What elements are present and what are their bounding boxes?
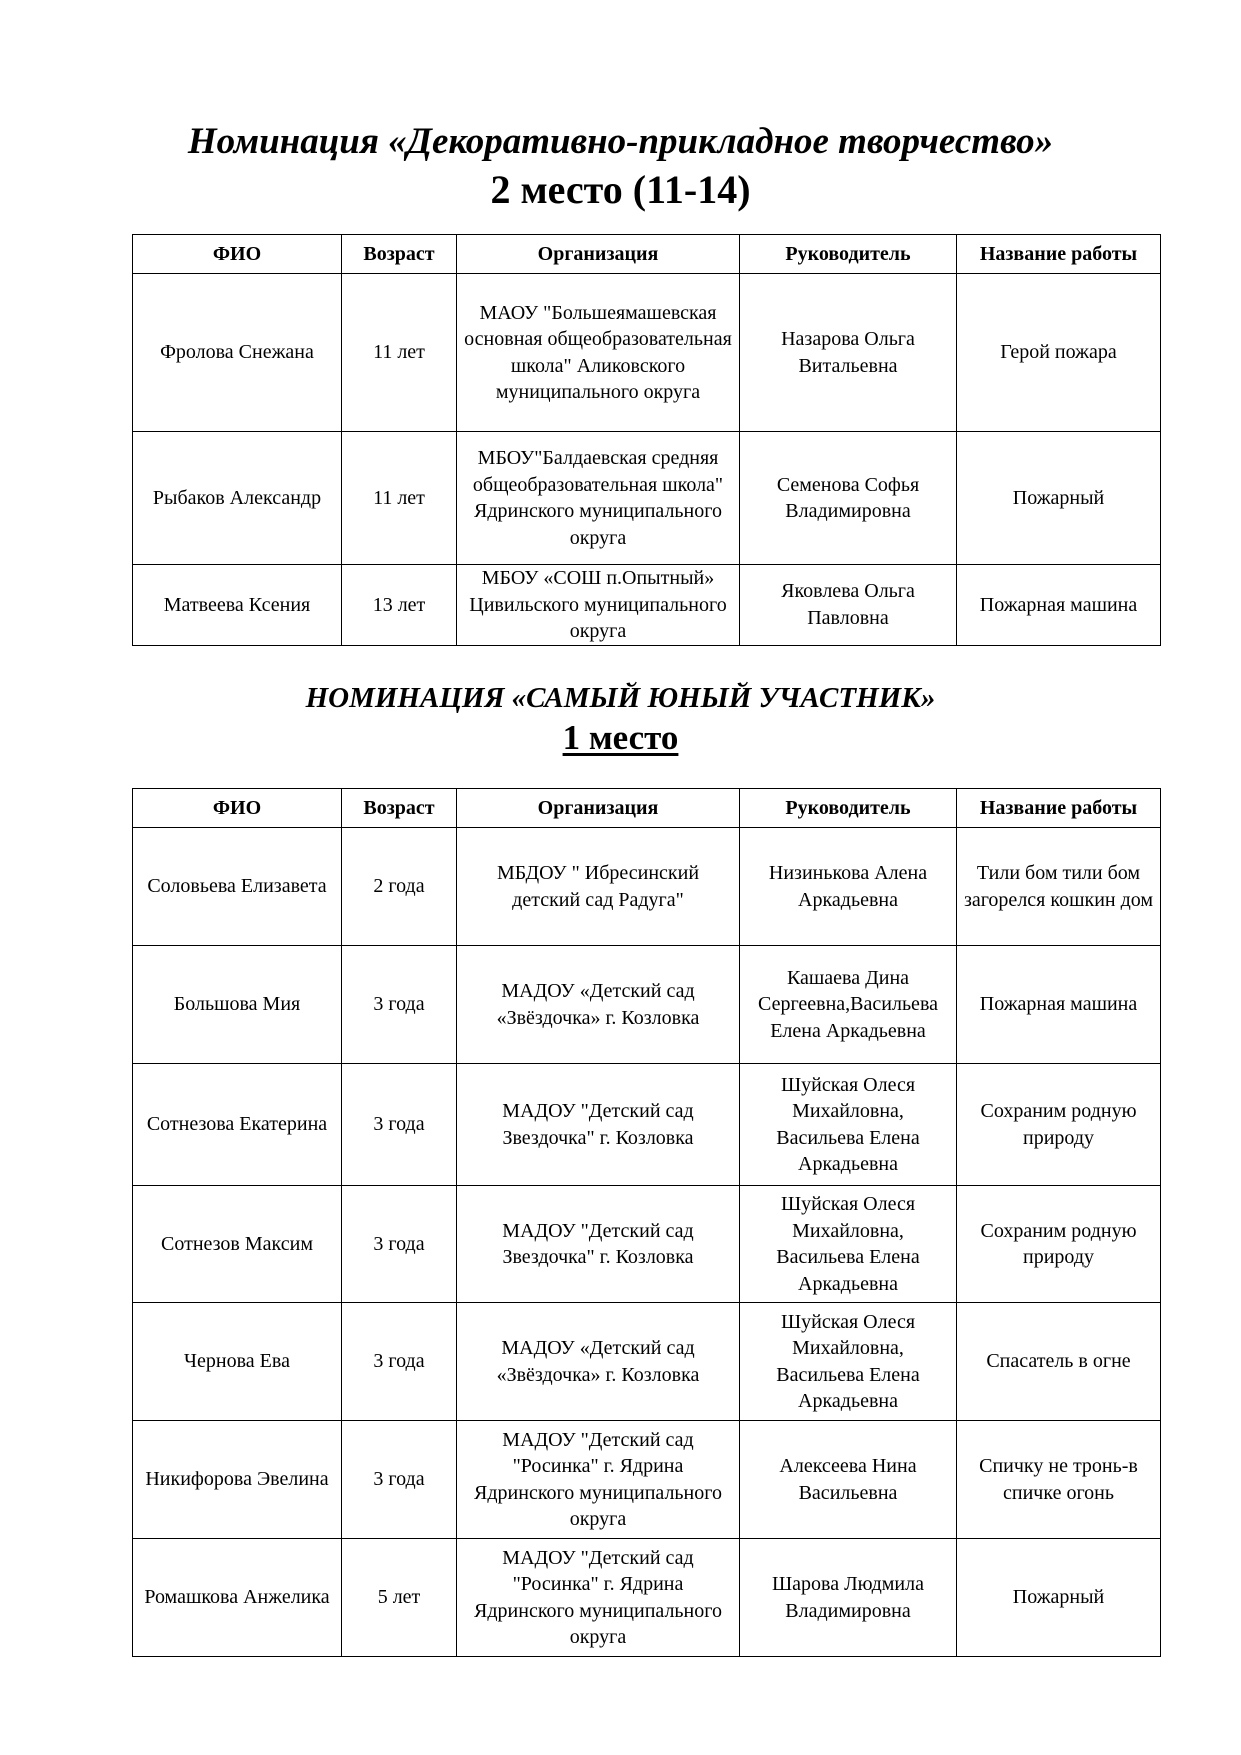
cell-supervisor: Шуйская Олеся Михайловна, Васильева Елена Аркадьевна xyxy=(740,1186,957,1303)
table-row xyxy=(133,1539,1161,1657)
cell-fio: Никифорова Эвелина xyxy=(133,1421,342,1539)
cell-work-title: Пожарный xyxy=(957,432,1161,565)
cell-work-title: Пожарный xyxy=(957,1539,1161,1657)
cell-age: 3 года xyxy=(342,1303,457,1421)
cell-organization: МАДОУ "Детский сад Звездочка" г. Козловка xyxy=(457,1064,740,1186)
cell-supervisor: Шуйская Олеся Михайловна, Васильева Елена Аркадьевна xyxy=(740,1064,957,1186)
cell-fio: Матвеева Ксения xyxy=(133,565,342,646)
cell-supervisor: Низинькова Алена Аркадьевна xyxy=(740,828,957,946)
table-row xyxy=(133,1064,1161,1186)
table-row xyxy=(133,1186,1161,1303)
section2-nomination-title: НОМИНАЦИЯ «САМЫЙ ЮНЫЙ УЧАСТНИК» xyxy=(305,682,936,714)
table-header-row xyxy=(133,789,1161,828)
cell-organization: МБОУ «СОШ п.Опытный» Цивильского муниципального округа xyxy=(457,565,740,646)
cell-supervisor: Шарова Людмила Владимировна xyxy=(740,1539,957,1657)
cell-work-title: Сохраним родную природу xyxy=(957,1186,1161,1303)
cell-age: 5 лет xyxy=(342,1539,457,1657)
table-row xyxy=(133,432,1161,565)
header-work-title: Название работы xyxy=(957,235,1161,274)
cell-organization: МАДОУ «Детский сад «Звёздочка» г. Козловка xyxy=(457,1303,740,1421)
cell-organization: МАДОУ «Детский сад «Звёздочка» г. Козловка xyxy=(457,946,740,1064)
cell-fio: Рыбаков Александр xyxy=(133,432,342,565)
cell-supervisor: Семенова Софья Владимировна xyxy=(740,432,957,565)
cell-work-title: Спасатель в огне xyxy=(957,1303,1161,1421)
cell-age: 3 года xyxy=(342,1421,457,1539)
cell-work-title: Пожарная машина xyxy=(957,946,1161,1064)
cell-age: 3 года xyxy=(342,1064,457,1186)
cell-work-title: Герой пожара xyxy=(957,274,1161,432)
header-organization: Организация xyxy=(457,789,740,828)
cell-work-title: Тили бом тили бом загорелся кошкин дом xyxy=(957,828,1161,946)
cell-fio: Соловьева Елизавета xyxy=(133,828,342,946)
cell-fio: Большова Мия xyxy=(133,946,342,1064)
cell-organization: МАДОУ "Детский сад Звездочка" г. Козловка xyxy=(457,1186,740,1303)
cell-supervisor: Шуйская Олеся Михайловна, Васильева Елена Аркадьевна xyxy=(740,1303,957,1421)
cell-work-title: Спичку не тронь-в спичке огонь xyxy=(957,1421,1161,1539)
cell-age: 11 лет xyxy=(342,432,457,565)
cell-fio: Чернова Ева xyxy=(133,1303,342,1421)
cell-work-title: Сохраним родную природу xyxy=(957,1064,1161,1186)
cell-fio: Сотнезова Екатерина xyxy=(133,1064,342,1186)
section1-place-title: 2 место (11-14) xyxy=(490,167,751,212)
cell-fio: Ромашкова Анжелика xyxy=(133,1539,342,1657)
cell-age: 11 лет xyxy=(342,274,457,432)
cell-work-title: Пожарная машина xyxy=(957,565,1161,646)
cell-supervisor: Алексеева Нина Васильевна xyxy=(740,1421,957,1539)
table-row xyxy=(133,1303,1161,1421)
table-row xyxy=(133,946,1161,1064)
cell-fio: Фролова Снежана xyxy=(133,274,342,432)
cell-age: 3 года xyxy=(342,1186,457,1303)
header-fio: ФИО xyxy=(133,789,342,828)
cell-supervisor: Яковлева Ольга Павловна xyxy=(740,565,957,646)
cell-organization: МБОУ"Балдаевская средняя общеобразовательная школа" Ядринского муниципального округа xyxy=(457,432,740,565)
section1-nomination-title: Номинация «Декоративно-прикладное творчество» xyxy=(187,121,1054,162)
cell-age: 3 года xyxy=(342,946,457,1064)
header-age: Возраст xyxy=(342,789,457,828)
cell-fio: Сотнезов Максим xyxy=(133,1186,342,1303)
section1-results-table xyxy=(132,234,1161,646)
header-supervisor: Руководитель xyxy=(740,789,957,828)
header-fio: ФИО xyxy=(133,235,342,274)
section2-results-table xyxy=(132,788,1161,1657)
cell-organization: МАДОУ "Детский сад "Росинка" г. Ядрина Ядринского муниципального округа xyxy=(457,1539,740,1657)
table-row xyxy=(133,274,1161,432)
table-header-row xyxy=(133,235,1161,274)
header-organization: Организация xyxy=(457,235,740,274)
cell-age: 2 года xyxy=(342,828,457,946)
table-row xyxy=(133,828,1161,946)
header-age: Возраст xyxy=(342,235,457,274)
cell-organization: МАОУ "Большеямашевская основная общеобразовательная школа" Аликовского муниципального округа xyxy=(457,274,740,432)
header-work-title: Название работы xyxy=(957,789,1161,828)
cell-organization: МБДОУ " Ибресинский детский сад Радуга" xyxy=(457,828,740,946)
table-row xyxy=(133,1421,1161,1539)
table-row xyxy=(133,565,1161,646)
cell-age: 13 лет xyxy=(342,565,457,646)
section2-place-title: 1 место xyxy=(562,718,679,757)
cell-organization: МАДОУ "Детский сад "Росинка" г. Ядрина Ядринского муниципального округа xyxy=(457,1421,740,1539)
cell-supervisor: Кашаева Дина Сергеевна,Васильева Елена Аркадьевна xyxy=(740,946,957,1064)
cell-supervisor: Назарова Ольга Витальевна xyxy=(740,274,957,432)
header-supervisor: Руководитель xyxy=(740,235,957,274)
